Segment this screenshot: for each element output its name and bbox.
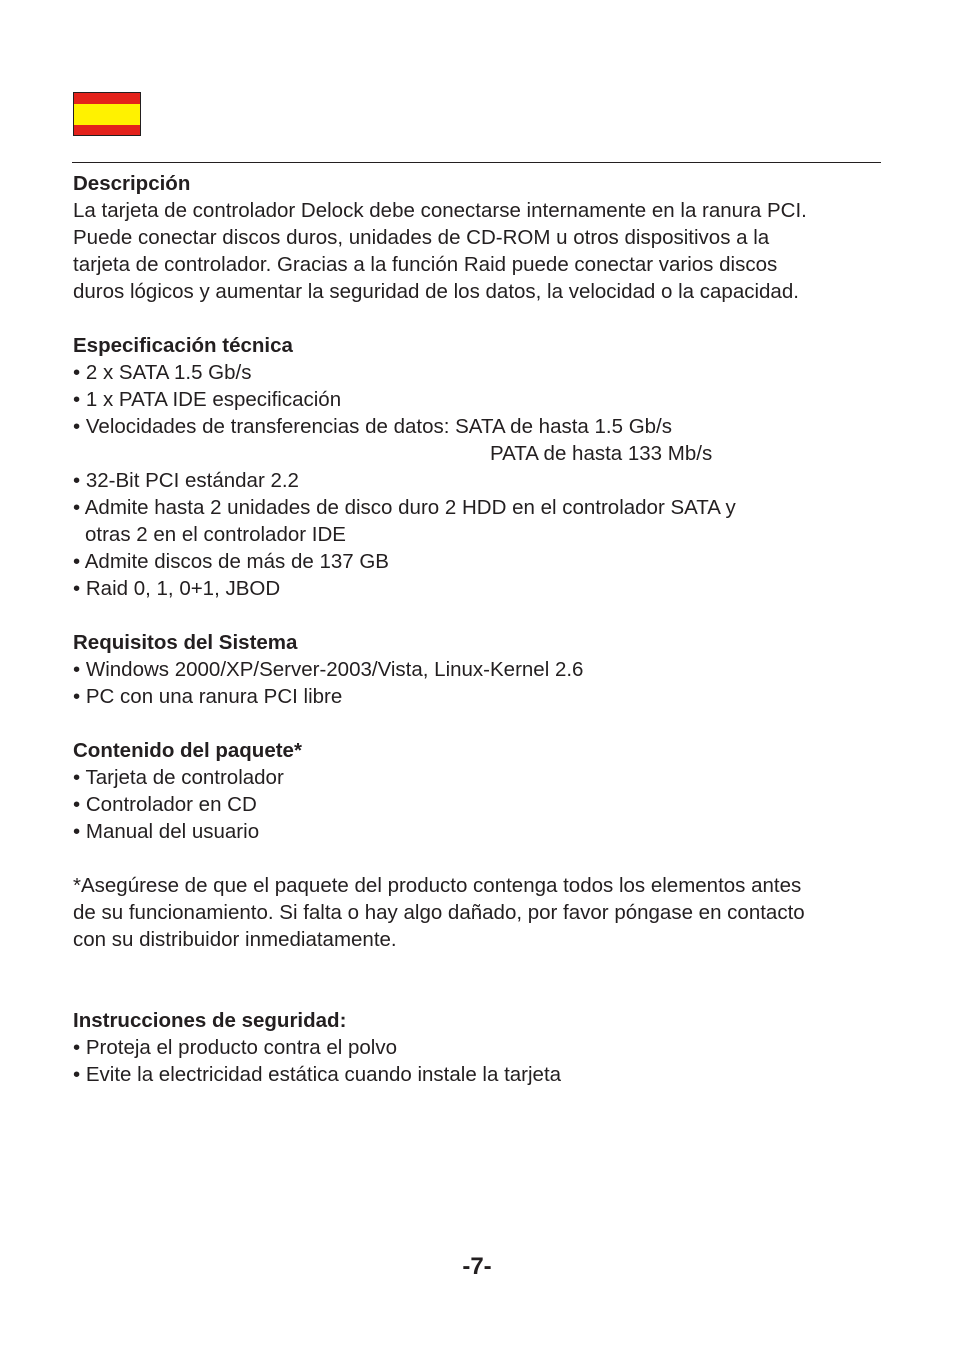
contenido-item: • Tarjeta de controlador — [73, 766, 284, 789]
spec-item: • 2 x SATA 1.5 Gb/s — [73, 361, 252, 384]
nota-line: *Asegúrese de que el paquete del producto contenga todos los elementos antes — [73, 874, 802, 897]
nota-line: de su funcionamiento. Si falta o hay algo dañado, por favor póngase en contacto — [73, 901, 805, 924]
heading-especificacion: Especificación técnica — [73, 334, 293, 357]
requisitos-item: • PC con una ranura PCI libre — [73, 685, 343, 708]
nota-line: con su distribuidor inmediatamente. — [73, 928, 397, 951]
spec-item: • Admite hasta 2 unidades de disco duro 2 HDD en el controlador SATA y — [73, 496, 736, 519]
spec-item: • Velocidades de transferencias de datos: SATA de hasta 1.5 Gb/s — [73, 415, 673, 438]
flag-red-band — [74, 125, 140, 136]
spec-item: • Admite discos de más de 137 GB — [73, 550, 389, 573]
spec-item: • 32-Bit PCI estándar 2.2 — [73, 469, 299, 492]
flag-yellow-band — [74, 104, 140, 125]
page-number: -7- — [462, 1253, 492, 1280]
heading-requisitos: Requisitos del Sistema — [73, 631, 298, 654]
descripcion-line: La tarjeta de controlador Delock debe conectarse internamente en la ranura PCI. — [73, 199, 807, 222]
spain-flag-icon — [73, 92, 141, 136]
spec-item: • 1 x PATA IDE especificación — [73, 388, 342, 411]
spec-item-continuation: PATA de hasta 133 Mb/s — [490, 442, 713, 465]
descripcion-line: duros lógicos y aumentar la seguridad de los datos, la velocidad o la capacidad. — [73, 280, 799, 303]
spec-item-continuation: otras 2 en el controlador IDE — [85, 523, 346, 546]
seguridad-item: • Proteja el producto contra el polvo — [73, 1036, 397, 1059]
heading-descripcion: Descripción — [73, 172, 191, 195]
heading-seguridad: Instrucciones de seguridad: — [73, 1009, 347, 1032]
descripcion-line: Puede conectar discos duros, unidades de CD-ROM u otros dispositivos a la — [73, 226, 770, 249]
contenido-item: • Manual del usuario — [73, 820, 260, 843]
spec-item: • Raid 0, 1, 0+1, JBOD — [73, 577, 281, 600]
heading-contenido: Contenido del paquete* — [73, 739, 302, 762]
document-body — [73, 170, 888, 1088]
descripcion-line: tarjeta de controlador. Gracias a la función Raid puede conectar varios discos — [73, 253, 778, 276]
contenido-item: • Controlador en CD — [73, 793, 257, 816]
requisitos-item: • Windows 2000/XP/Server-2003/Vista, Linux-Kernel 2.6 — [73, 658, 584, 681]
flag-red-band — [74, 93, 140, 104]
header-divider — [72, 162, 881, 163]
seguridad-item: • Evite la electricidad estática cuando instale la tarjeta — [73, 1063, 562, 1086]
